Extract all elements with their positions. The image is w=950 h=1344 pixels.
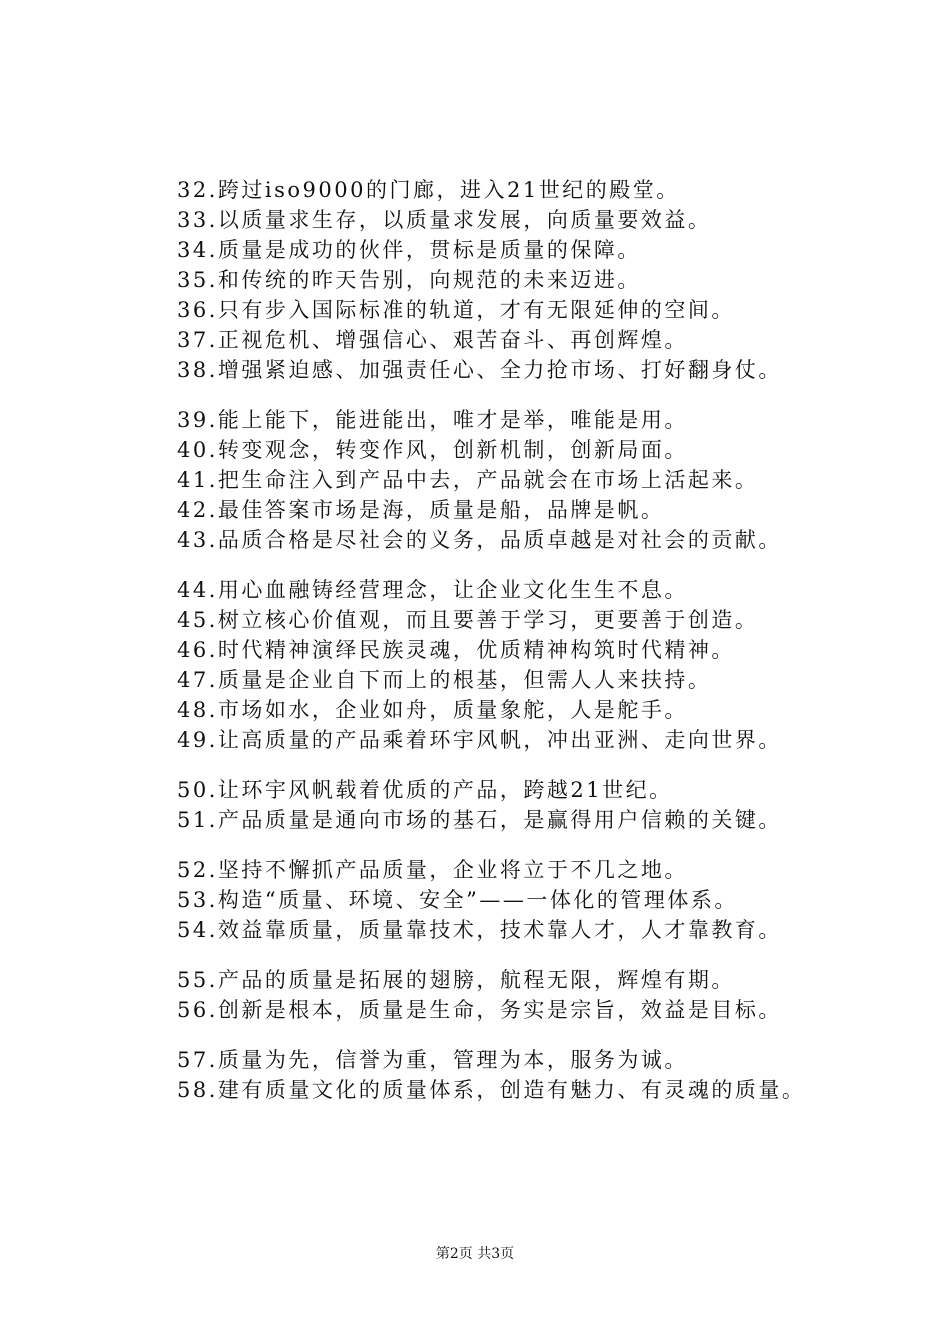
slogan-line-45: 45.树立核心价值观，而且要善于学习，更要善于创造。 [177,608,759,632]
slogan-line-40: 40.转变观念，转变作风，创新机制，创新局面。 [177,438,688,462]
slogan-line-56: 56.创新是根本，质量是生命，务实是宗旨，效益是目标。 [177,998,782,1022]
slogan-group-3 [177,575,877,755]
slogan-line-41: 41.把生命注入到产品中去，产品就会在市场上活起来。 [177,468,759,492]
slogan-line-46: 46.时代精神演绎民族灵魂，优质精神构筑时代精神。 [177,638,735,662]
slogan-line-35: 35.和传统的昨天告别，向规范的未来迈进。 [177,268,641,292]
slogan-group-4 [177,775,877,835]
slogan-line-33: 33.以质量求生存，以质量求发展，向质量要效益。 [177,208,712,232]
document-body [177,175,877,1125]
slogan-line-51: 51.产品质量是通向市场的基石，是赢得用户信赖的关键。 [177,808,782,832]
slogan-group-7 [177,1045,877,1105]
slogan-line-58: 58.建有质量文化的质量体系，创造有魅力、有灵魂的质量。 [177,1078,806,1102]
slogan-line-50: 50.让环宇风帆载着优质的产品，跨越21世纪。 [177,778,673,802]
slogan-line-54: 54.效益靠质量，质量靠技术，技术靠人才，人才靠教育。 [177,918,782,942]
slogan-group-2 [177,405,877,555]
slogan-line-43: 43.品质合格是尽社会的义务，品质卓越是对社会的贡献。 [177,528,782,552]
slogan-line-39: 39.能上能下，能进能出，唯才是举，唯能是用。 [177,408,688,432]
slogan-line-52: 52.坚持不懈抓产品质量，企业将立于不几之地。 [177,858,688,882]
page-number-footer: 第2页 共3页 [435,1246,515,1262]
slogan-line-36: 36.只有步入国际标准的轨道，才有无限延伸的空间。 [177,298,735,322]
slogan-line-42: 42.最佳答案市场是海，质量是船，品牌是帆。 [177,498,665,522]
slogan-group-1 [177,175,877,385]
slogan-line-57: 57.质量为先，信誉为重，管理为本，服务为诚。 [177,1048,688,1072]
slogan-line-34: 34.质量是成功的伙伴，贯标是质量的保障。 [177,238,641,262]
slogan-line-38: 38.增强紧迫感、加强责任心、全力抢市场、打好翻身仗。 [177,358,782,382]
slogan-line-48: 48.市场如水，企业如舟，质量象舵，人是舵手。 [177,698,688,722]
slogan-line-32: 32.跨过iso9000的门廊，进入21世纪的殿堂。 [177,178,680,202]
slogan-line-37: 37.正视危机、增强信心、艰苦奋斗、再创辉煌。 [177,328,688,352]
slogan-line-55: 55.产品的质量是拓展的翅膀，航程无限，辉煌有期。 [177,968,735,992]
slogan-line-49: 49.让高质量的产品乘着环宇风帆，冲出亚洲、走向世界。 [177,728,782,752]
slogan-line-47: 47.质量是企业自下而上的根基，但需人人来扶持。 [177,668,712,692]
slogan-group-6 [177,965,877,1025]
slogan-line-44: 44.用心血融铸经营理念，让企业文化生生不息。 [177,578,688,602]
slogan-line-53: 53.构造“质量、环境、安全”——一体化的管理体系。 [177,888,738,912]
slogan-group-5 [177,855,877,945]
